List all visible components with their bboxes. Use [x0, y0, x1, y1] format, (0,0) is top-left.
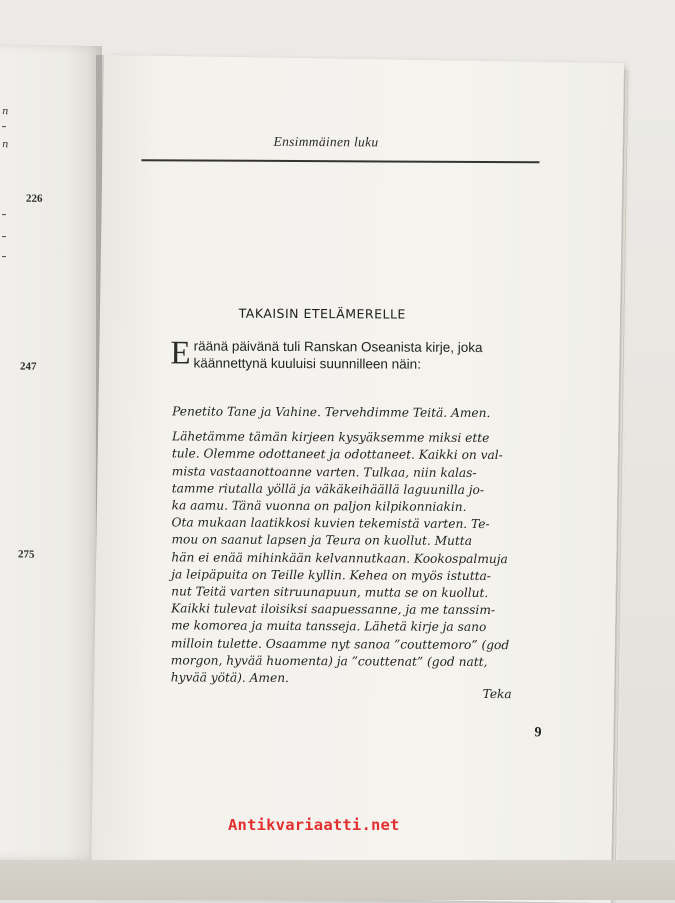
drop-cap: E [170, 335, 191, 372]
left-text-fragment: n [2, 139, 9, 151]
running-head: Ensimmäinen luku [273, 133, 379, 150]
left-page-number: 247 [20, 360, 37, 373]
letter-line: mou on saanut lapsen ja Teura on kuollut. Mutta [171, 532, 473, 549]
header-rule [141, 159, 539, 163]
letter-text [171, 403, 540, 688]
letter-line: hän ei enää mihinkään kelvannutkaan. Kookospalmuja [171, 549, 508, 566]
intro-paragraph [170, 337, 540, 373]
left-page-number: 275 [18, 548, 35, 561]
left-dash [2, 256, 6, 257]
letter-line: hyvää yötä). Amen. [170, 670, 289, 686]
letter-line: Kaikki tulevat iloisiksi saapuessanne, ja me tanssim- [171, 601, 496, 618]
letter-line: tule. Olemme odottaneet ja odottaneet. Kaikki on val- [171, 446, 503, 463]
watermark: Antikvariaatti.net [228, 816, 400, 834]
chapter-title: TAKAISIN ETELÄMERELLE [238, 305, 406, 322]
letter-line: morgon, hyvää huomenta) ja ”couttenat” (god natt, [170, 653, 488, 669]
letter-line: ka aamu. Tänä vuonna on paljon kilpikonniakin. [171, 498, 467, 514]
letter-line: ja leipäpuita on Teille kyllin. Kehea on myös istutta- [171, 567, 491, 583]
letter-line: mista vastaanottoanne varten. Tulkaa, niin kalas- [171, 463, 477, 480]
left-dash [2, 236, 6, 237]
left-page [0, 44, 102, 861]
letter-line: tamme riutalla yöllä ja väkäkeihäällä laguunilla jo- [171, 481, 485, 497]
letter-body [171, 429, 540, 689]
page-number: 9 [534, 725, 542, 741]
left-page-number: 226 [26, 192, 43, 205]
intro-line: räänä päivänä tuli Ranskan Oseanista kirje, joka [193, 338, 483, 355]
left-text-fragment: n [2, 106, 9, 118]
letter-line: Ota mukaan laatikkosi kuvien tekemistä varten. Te- [171, 515, 490, 532]
right-page [91, 55, 624, 903]
letter-line: Lähetämme tämän kirjeen kysyäksemme miksi ette [171, 429, 490, 446]
left-dash [2, 214, 6, 215]
letter-line: me komorea ja muita tansseja. Lähetä kirje ja sano [170, 618, 487, 635]
intro-line: käännettynä kuuluisi suunnilleen näin: [193, 355, 422, 372]
letter-line: milloin tulette. Osaamme nyt sanoa ”couttemoro” (god [170, 635, 510, 652]
left-dash [2, 126, 6, 127]
letter-signature: Teka [482, 686, 512, 702]
letter-greeting: Penetito Tane ja Vahine. Tervehdimme Teitä. Amen. [172, 404, 491, 421]
page-content [100, 55, 624, 898]
book-bottom-edge [0, 860, 675, 900]
letter-line: nut Teitä varten sitruunapuun, mutta se on kuollut. [171, 584, 489, 601]
